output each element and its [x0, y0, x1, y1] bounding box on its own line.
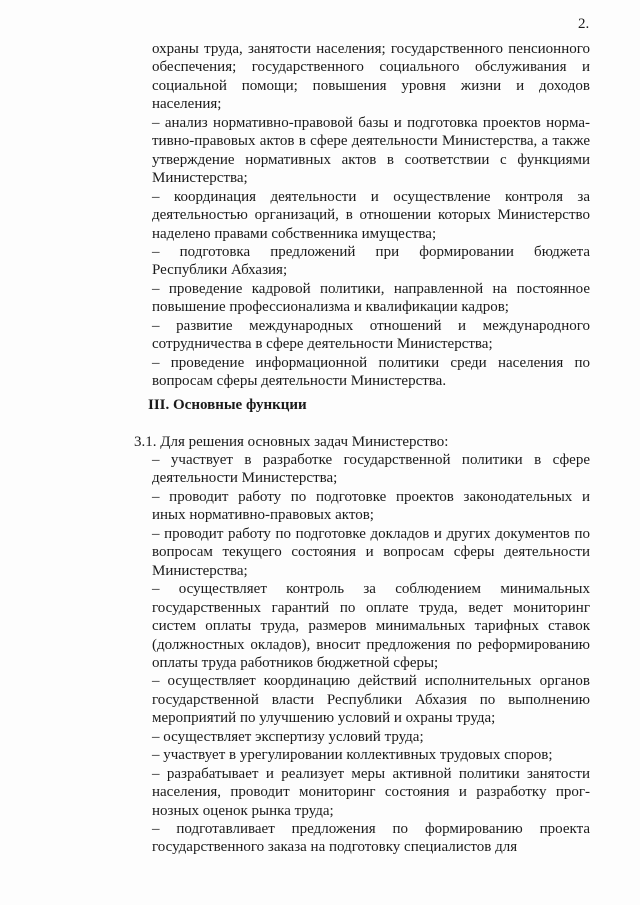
text-line: Министерства;	[152, 170, 248, 187]
text-line: вопросам сферы деятельности Министерства.	[152, 373, 447, 390]
text-line: утверждение нормативных актов в соответствии с функциями	[152, 151, 590, 168]
clause-3-1: 3.1. Для решения основных задач Министерство:	[134, 434, 449, 450]
text-line: – подготавливает предложения по формированию проекта	[152, 821, 590, 837]
text-line: социальной помощи; повышения уровня жизни и доходов	[152, 77, 590, 94]
text-line: (должностных окладов), вносит предложения по реформированию	[152, 636, 590, 653]
text-line: – проводит работу по подготовке докладов и других документов по	[152, 525, 590, 542]
text-line: мероприятий по улучшению условий и охраны труда;	[152, 710, 496, 727]
text-line: – анализ нормативно-правовой базы и подготовка проектов норма-	[152, 114, 590, 131]
text-line: повышение профессионализма и квалификации кадров;	[152, 299, 509, 316]
text-line: – разрабатывает и реализует меры активной политики занятости	[152, 765, 590, 782]
text-line: нозных оценок рынка труда;	[152, 802, 334, 819]
text-line: государственных гарантий по оплате труда, ведет мониторинг	[152, 599, 590, 616]
text-line: сотрудничества в сфере деятельности Министерства;	[152, 336, 493, 353]
text-line: государственного заказа на подготовку специалистов для	[152, 839, 518, 856]
text-line: – участвует в урегулировании коллективных трудовых споров;	[152, 747, 553, 764]
text-line: – проведение информационной политики среди населения по	[152, 354, 590, 371]
text-line: – развитие международных отношений и международного	[152, 317, 590, 334]
text-line: деятельностью организаций, в отношении которых Министерство	[152, 207, 590, 224]
text-line: вопросам текущего состояния и вопросам сферы деятельности	[152, 544, 590, 561]
text-line: населения;	[152, 96, 222, 113]
section-heading: III. Основные функции	[148, 397, 307, 413]
text-line: тивно-правовых актов в сфере деятельности Министерства, а также	[152, 133, 590, 150]
text-line: Республики Абхазия;	[152, 262, 288, 279]
text-line: систем оплаты труда, размеров минимальных тарифных ставок	[152, 618, 590, 635]
text-line: иных нормативно-правовых актов;	[152, 507, 374, 524]
text-line: оплаты труда работников бюджетной сферы;	[152, 654, 439, 671]
text-line: – координация деятельности и осуществление контроля за	[152, 188, 590, 205]
text-line: наделено правами собственника имущества;	[152, 225, 437, 242]
text-line: – осуществляет экспертизу условий труда;	[152, 728, 424, 745]
text-line: – участвует в разработке государственной политики в сфере	[152, 452, 590, 468]
page-number: 2.	[578, 16, 590, 32]
text-line: – проведение кадровой политики, направленной на постоянное	[152, 280, 590, 297]
text-line: – подготовка предложений при формировании бюджета	[152, 243, 590, 260]
text-line: деятельности Министерства;	[152, 470, 338, 487]
text-line: Министерства;	[152, 562, 248, 579]
text-line: обеспечения; государственного социального обслуживания и	[152, 59, 590, 76]
text-line: государственной власти Республики Абхазия по выполнению	[152, 691, 590, 708]
text-line: – осуществляет контроль за соблюдением минимальных	[152, 581, 590, 598]
text-line: населения, проводит мониторинг состояния и разработку прог-	[152, 784, 590, 801]
text-line: – проводит работу по подготовке проектов законодательных и	[152, 488, 590, 505]
text-line: – осуществляет координацию действий исполнительных органов	[152, 673, 590, 690]
text-line: охраны труда, занятости населения; государственного пенсионного	[152, 41, 590, 57]
